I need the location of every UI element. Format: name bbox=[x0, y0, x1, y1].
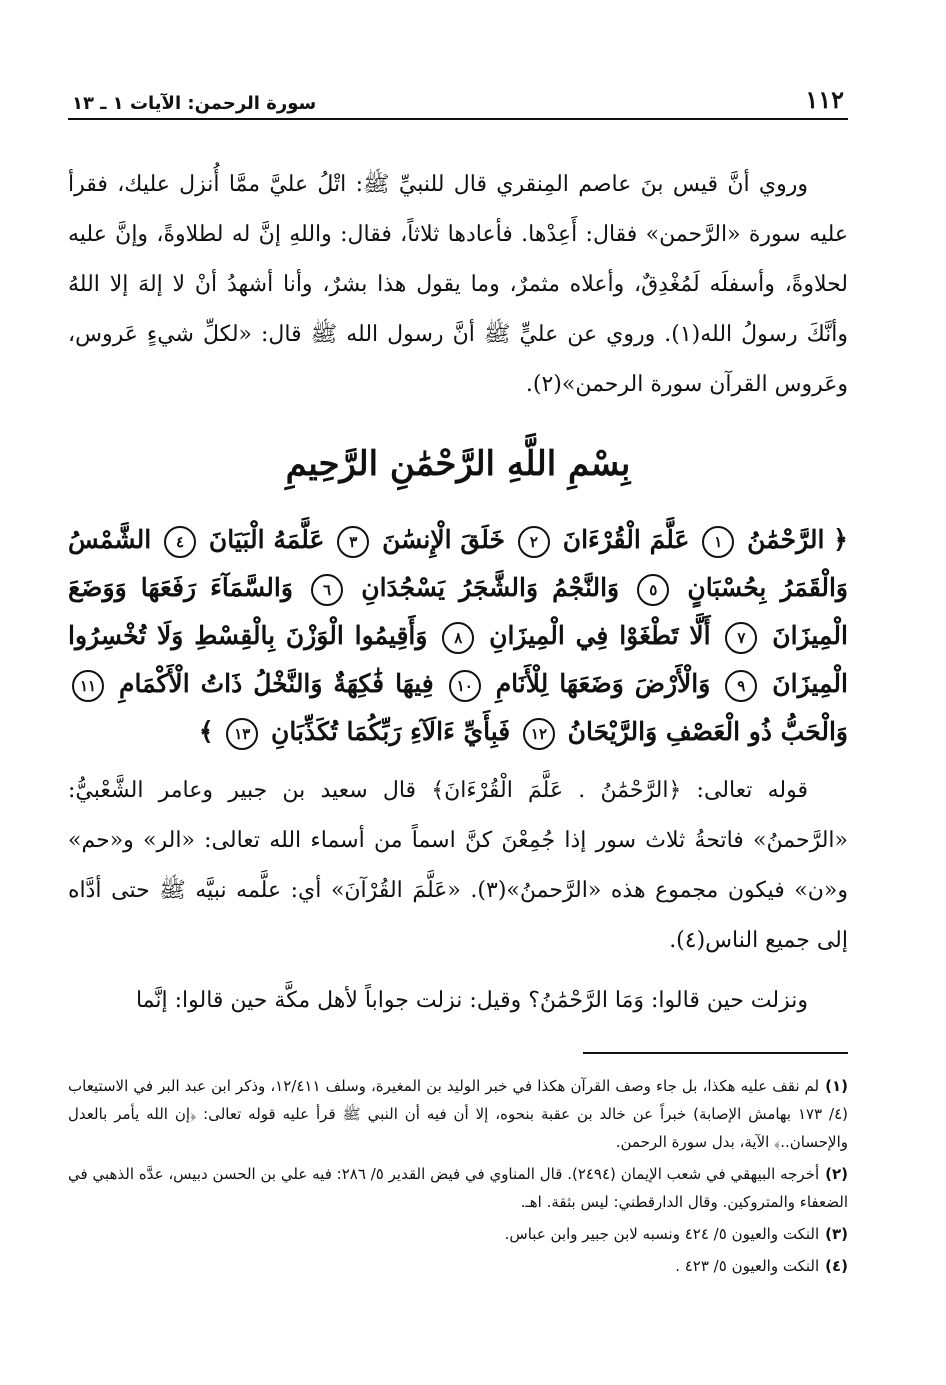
intro-paragraph: وروي أنَّ قيس بنَ عاصم المِنقري قال للنبيِّ ﷺ: اتْلُ عليَّ ممَّا أُنزل عليك، فقرأ عليه سورة «الرَّحمن» فقال: أَعِدْها. فأعادها ثلاثاً، فقال: واللهِ إنَّ له لطلاوةً، وإنَّ عليه لحلاوةً، وأسفلَه لَمُغْدِقٌ، وأعلاه مثمرٌ، وما يقول هذا بشرٌ، وأنا أشهدُ أنْ لا إلهَ إلا اللهُ وأنَّكَ رسولُ الله(١). وروي عن عليٍّ ﷺ أنَّ رسول الله ﷺ قال: «لكلِّ شيءٍ عَروس، وعَروس القرآن سورة الرحمن»(٢). bbox=[68, 172, 848, 397]
ayah-text: عَلَّمَهُ الْبَيَانَ bbox=[208, 525, 325, 554]
ayah-number-marker: ٦ bbox=[311, 574, 343, 606]
ayah-number-marker: ٢ bbox=[518, 526, 550, 558]
ayah-number-marker: ٣ bbox=[337, 526, 369, 558]
ayah-text: الشَّمْسُ وَالْقَمَرُ بِحُسْبَانٍ bbox=[68, 525, 848, 602]
book-page bbox=[68, 78, 848, 1284]
footnote-text: النكت والعيون ٥/ ٤٢٣ . bbox=[675, 1257, 820, 1275]
ayah-text: وَالنَّجْمُ وَالشَّجَرُ يَسْجُدَانِ bbox=[361, 573, 620, 602]
running-title: سورة الرحمن: الآيات ١ ـ ١٣ bbox=[72, 93, 317, 114]
ayah-number-marker: ٨ bbox=[442, 622, 474, 654]
footnote-number: (٢) bbox=[825, 1165, 848, 1183]
footnote-text: لم نقف عليه هكذا، بل جاء وصف القرآن هكذا في خبر الوليد بن المغيرة، وسلف ١٢/٤١١، وذكر ابن عبد البر في الاستيعاب (٤/ ١٧٣ بهامش الإصابة) خبراً عن خالد بن عقبة بنحوه، إلا أن فيه أن النبي ﷺ قرأ عليه قوله تعالى: ﴿إن الله يأمر بالعدل والإحسان..﴾ الآية، بدل سورة الرحمن. bbox=[68, 1077, 848, 1151]
ayah-text: فَبِأَيِّ ءَالَآءِ رَبِّكُمَا تُكَذِّبَانِ bbox=[271, 717, 511, 746]
basmala: بِسْمِ اللَّهِ الرَّحْمَٰنِ الرَّحِيمِ bbox=[285, 444, 631, 484]
ayah-text: عَلَّمَ الْقُرْءَانَ bbox=[562, 525, 690, 554]
ayah-number-marker: ٤ bbox=[164, 526, 196, 558]
ayah-number-marker: ١ bbox=[702, 526, 734, 558]
footnotes bbox=[68, 1072, 848, 1280]
ayah-text: أَلَّا تَطْغَوْا فِي الْمِيزَانِ bbox=[489, 621, 711, 650]
ayah-text: خَلَقَ الْإِنسَٰنَ bbox=[382, 525, 506, 554]
ayah-number-marker: ١٠ bbox=[449, 670, 481, 702]
footnote-number: (٤) bbox=[825, 1257, 848, 1275]
ayah-number-marker: ٩ bbox=[725, 670, 757, 702]
footnote-text: النكت والعيون ٥/ ٤٢٤ ونسبه لابن جبير وابن عباس. bbox=[504, 1225, 820, 1243]
ayah-text: الرَّحْمَٰنُ bbox=[747, 525, 825, 554]
footnote bbox=[68, 1160, 848, 1216]
footnote-number: (١) bbox=[825, 1077, 848, 1095]
footnote bbox=[68, 1252, 848, 1280]
commentary-paragraph: قوله تعالى: ﴿الرَّحْمَٰنُ . عَلَّمَ الْقُرْءَانَ﴾ قال سعيد بن جبير وعامر الشَّعْبيُّ: «الرَّحمنُ» فاتحةُ ثلاث سور إذا جُمِعْنَ كنَّ اسماً من أسماء الله تعالى: «الر» و«حم» و«ن» فيكون مجموع هذه «الرَّحمنُ»(٣). «عَلَّمَ القُرْآنَ» أي: علَّمه نبيَّه ﷺ حتى أدَّاه إلى جميع الناس(٤). bbox=[68, 778, 848, 953]
ayah-number-marker: ١٣ bbox=[226, 718, 258, 750]
footnote-divider bbox=[583, 1052, 848, 1054]
footnote-number: (٣) bbox=[825, 1225, 848, 1243]
page-number: ١١٢ bbox=[805, 85, 844, 114]
closing-paragraph: ونزلت حين قالوا: وَمَا الرَّحْمَٰنُ؟ وقيل: نزلت جواباً لأهل مكَّة حين قالوا: إنَّما bbox=[135, 988, 808, 1013]
ayah-number-marker: ١٢ bbox=[523, 718, 555, 750]
ayah-text: فِيهَا فَٰكِهَةٌ وَالنَّخْلُ ذَاتُ الْأَكْمَامِ bbox=[118, 669, 434, 698]
quran-close-brace: ﴾ bbox=[198, 717, 214, 746]
ayah-text: وَالْأَرْضَ وَضَعَهَا لِلْأَنَامِ bbox=[495, 669, 711, 698]
ayah-text: وَالسَّمَآءَ رَفَعَهَا وَوَضَعَ الْمِيزَانَ bbox=[68, 573, 848, 650]
quran-verses bbox=[68, 516, 848, 756]
ayah-text: وَأَقِيمُوا الْوَزْنَ بِالْقِسْطِ وَلَا تُخْسِرُوا الْمِيزَانَ bbox=[68, 621, 848, 698]
ayah-number-marker: ١١ bbox=[72, 670, 104, 702]
ayah-number-marker: ٥ bbox=[637, 574, 669, 606]
ayah-number-marker: ٧ bbox=[725, 622, 757, 654]
footnote bbox=[68, 1220, 848, 1248]
footnote bbox=[68, 1072, 848, 1156]
quran-open-brace: ﴿ bbox=[833, 525, 848, 554]
ayah-text: وَالْحَبُّ ذُو الْعَصْفِ وَالرَّيْحَانُ bbox=[567, 717, 848, 746]
page-header bbox=[68, 78, 848, 120]
footnote-text: أخرجه البيهقي في شعب الإيمان (٢٤٩٤). قال المناوي في فيض القدير ٥/ ٢٨٦: فيه علي بن الحسن دبيس، عدَّه الذهبي في الضعفاء والمتروكين. وقال الدارقطني: ليس بثقة. اهـ. bbox=[68, 1165, 848, 1211]
